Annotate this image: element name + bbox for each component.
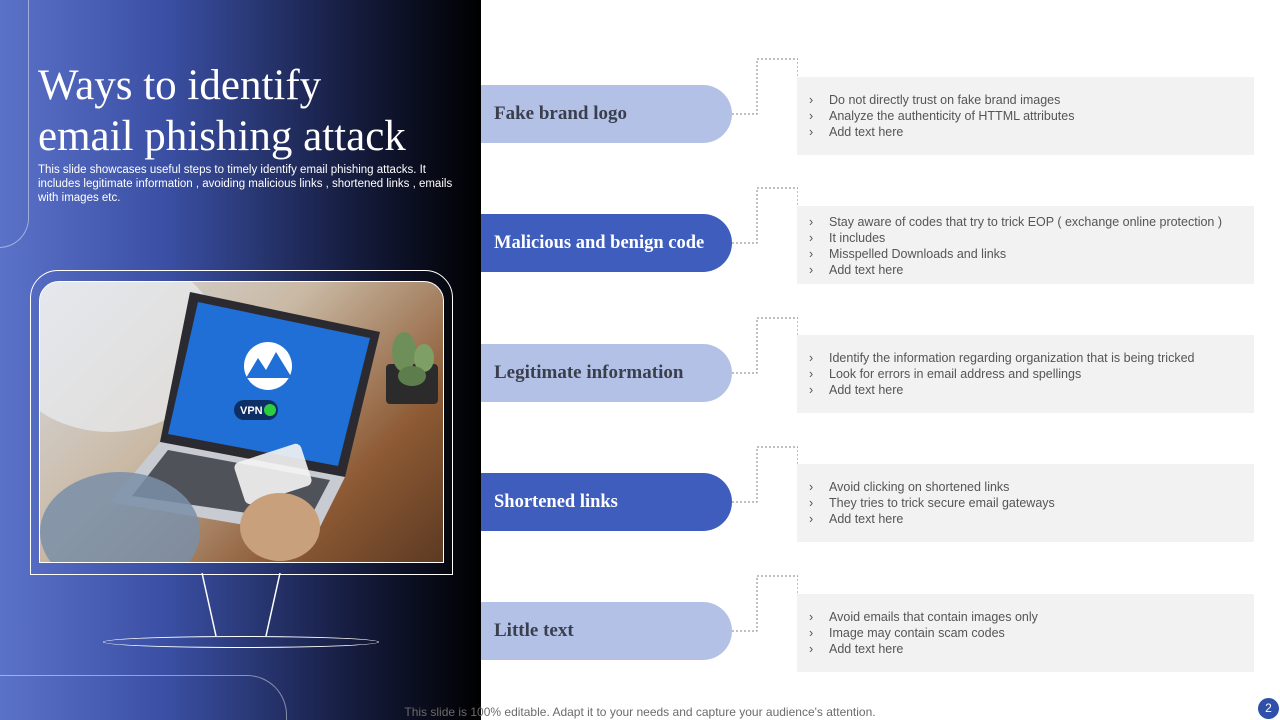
step-box-little-text — [797, 594, 1254, 672]
cactus-plant — [386, 332, 438, 404]
connector-3 — [732, 316, 798, 376]
step-label-little-text: Little text — [481, 602, 732, 660]
slide-title — [38, 60, 478, 162]
step-box-malicious-code — [797, 206, 1254, 284]
step-label-malicious-code: Malicious and benign code — [481, 214, 732, 272]
footer-note: This slide is 100% editable. Adapt it to your needs and capture your audience's attention. — [404, 705, 876, 719]
page-number: 2 — [1258, 698, 1279, 719]
bullet: › Add text here — [809, 511, 1254, 527]
title-line-1: Ways to identify — [38, 62, 322, 109]
step-label-fake-brand-logo: Fake brand logo — [481, 85, 732, 143]
bullet: › Look for errors in email address and spellings — [809, 366, 1254, 382]
connector-2 — [732, 186, 798, 246]
laptop-illustration — [40, 282, 443, 562]
bullet: › It includes — [809, 230, 1254, 246]
decorative-line-top — [0, 0, 29, 248]
bullet: › Analyze the authenticity of HTTML attributes — [809, 108, 1254, 124]
connector-4 — [732, 445, 798, 505]
bullet: › Stay aware of codes that try to trick EOP ( exchange online protection ) — [809, 214, 1254, 230]
bullet: › Add text here — [809, 262, 1254, 278]
monitor-base — [103, 636, 379, 648]
laptop-photo — [39, 281, 444, 563]
vpn-label: VPN — [240, 405, 263, 417]
bullet: › Add text here — [809, 641, 1254, 657]
connector-1 — [732, 57, 798, 117]
bullet: › Avoid clicking on shortened links — [809, 479, 1254, 495]
connector-5 — [732, 574, 798, 634]
step-box-fake-brand-logo — [797, 77, 1254, 155]
monitor-stand — [196, 573, 286, 636]
bullet: › Add text here — [809, 382, 1254, 398]
step-box-legitimate-information — [797, 335, 1254, 413]
slide-subtitle: This slide showcases useful steps to timely identify email phishing attacks. It includes legitimate information , avoiding malicious links , shortened links , emails with images etc. — [38, 164, 453, 204]
step-label-legitimate-information: Legitimate information — [481, 344, 732, 402]
left-panel — [0, 0, 481, 720]
step-label-shortened-links: Shortened links — [481, 473, 732, 531]
bullet: › Do not directly trust on fake brand images — [809, 92, 1254, 108]
bullet: › Image may contain scam codes — [809, 625, 1254, 641]
bullet: › Misspelled Downloads and links — [809, 246, 1254, 262]
bullet: › They tries to trick secure email gateways — [809, 495, 1254, 511]
bullet: › Avoid emails that contain images only — [809, 609, 1254, 625]
step-box-shortened-links — [797, 464, 1254, 542]
title-line-2: email phishing attack — [38, 113, 406, 160]
bullet: › Add text here — [809, 124, 1254, 140]
monitor-frame — [30, 270, 453, 575]
bullet: › Identify the information regarding organization that is being tricked — [809, 350, 1254, 366]
